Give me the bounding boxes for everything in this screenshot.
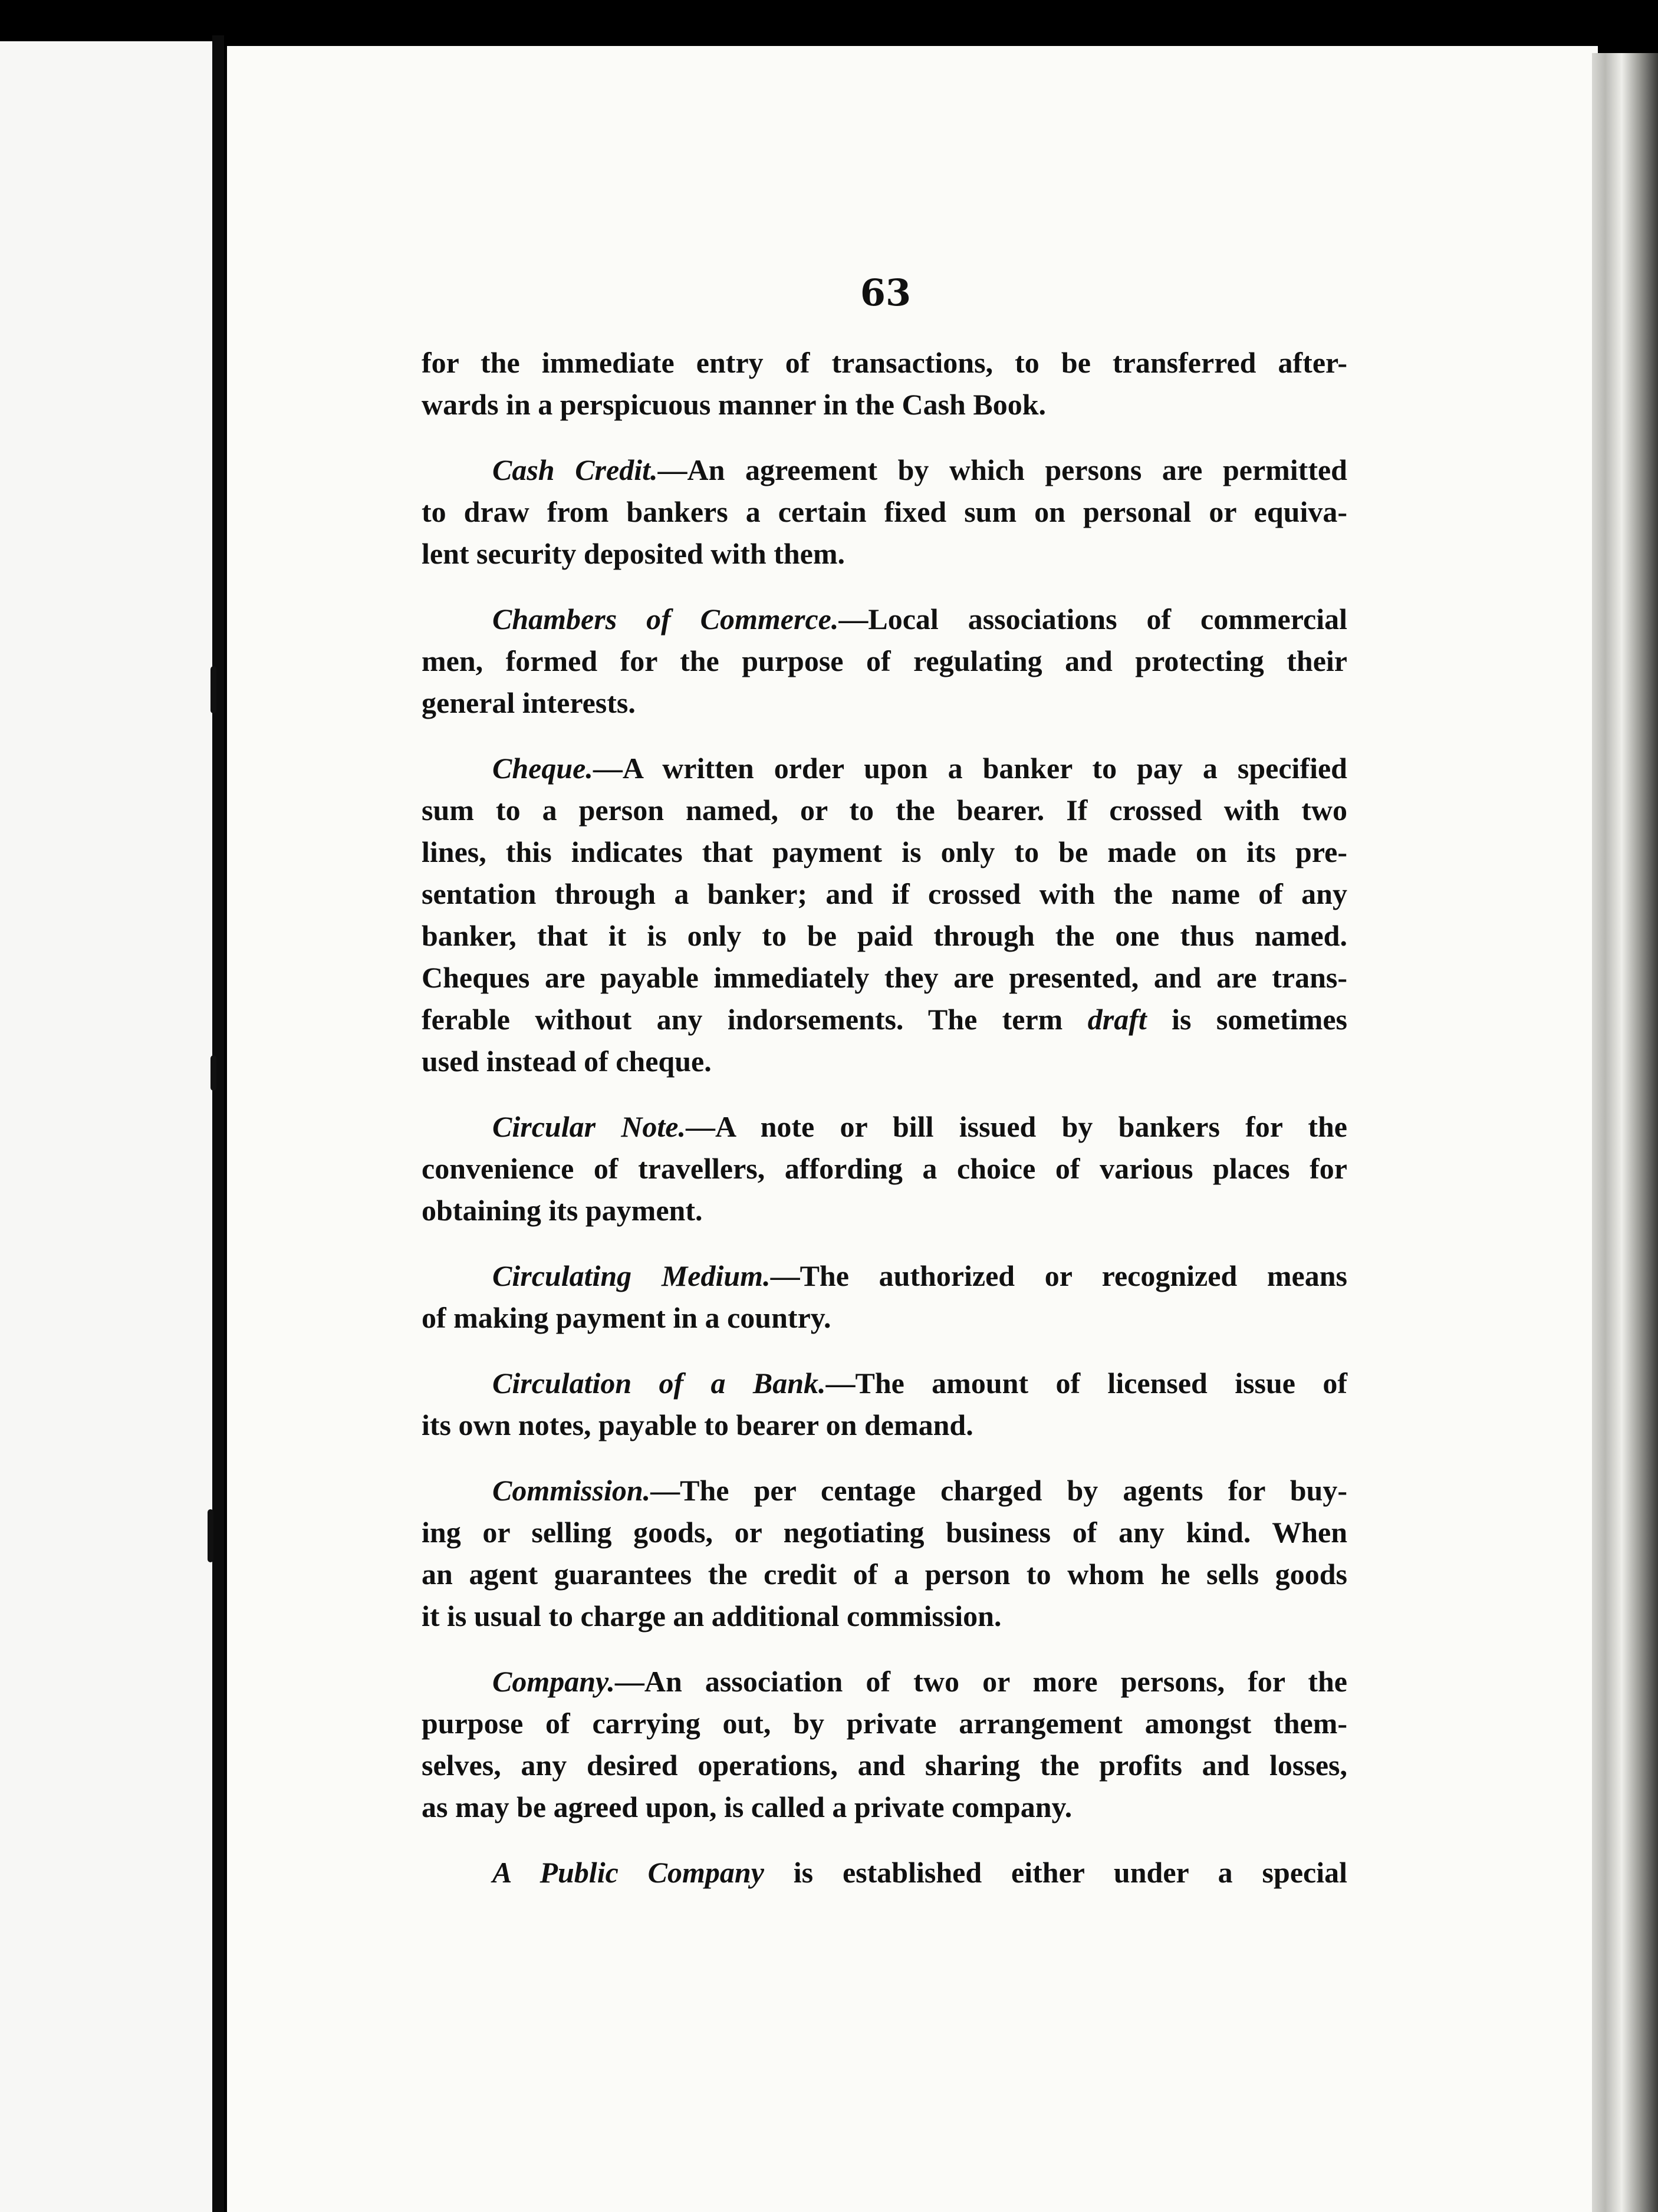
- entry-term: Circulation of a Bank.: [492, 1367, 826, 1400]
- entry-term: A Public Company: [492, 1856, 764, 1889]
- italic-word: draft: [1087, 1003, 1147, 1036]
- text-line: [422, 999, 1347, 1041]
- text-run: —The per centage charged by agents for buy-: [650, 1474, 1347, 1507]
- glossary-entry-cash-credit: [422, 449, 1347, 575]
- text-run: —The authorized or recognized means: [770, 1259, 1347, 1292]
- binding-thread-mark: [208, 1509, 213, 1562]
- text-run: —An agreement by which persons are permitted: [657, 453, 1347, 486]
- text-line: [422, 1470, 1347, 1512]
- text-line: its own notes, payable to bearer on demand.: [422, 1408, 973, 1441]
- page-number: 63: [860, 271, 912, 314]
- entry-term: Circular Note.: [492, 1110, 686, 1143]
- glossary-entry-circulation-of-a-bank: [422, 1362, 1347, 1446]
- text-run: —The amount of licensed issue of: [825, 1367, 1347, 1400]
- text-line: selves, any desired operations, and sharing the profits and losses,: [422, 1749, 1347, 1782]
- text-line: it is usual to charge an additional commission.: [422, 1599, 1002, 1632]
- left-facing-leaf: [0, 41, 218, 2212]
- entry-term: Cheque.: [492, 752, 593, 785]
- entry-term: Commission.: [492, 1474, 651, 1507]
- entry-term: Cash Credit.: [492, 453, 658, 486]
- page-edge-shadow: [1592, 53, 1658, 2212]
- text-line: [422, 1362, 1347, 1404]
- text-run: is sometimes: [1146, 1003, 1348, 1036]
- binding-gutter: [212, 35, 224, 2212]
- paragraph-continuation: [422, 342, 1347, 426]
- text-line: general interests.: [422, 686, 636, 719]
- glossary-entry-chambers-of-commerce: [422, 598, 1347, 724]
- text-line: sum to a person named, or to the bearer. If crossed with two: [422, 794, 1347, 827]
- text-line: purpose of carrying out, by private arrangement amongst them-: [422, 1707, 1347, 1740]
- text-run: —A note or bill issued by bankers for the: [685, 1110, 1347, 1143]
- text-line: used instead of cheque.: [422, 1045, 712, 1078]
- glossary-entry-circular-note: [422, 1106, 1347, 1232]
- text-line: [422, 1255, 1347, 1297]
- glossary-entry-cheque: [422, 748, 1347, 1082]
- text-line: of making payment in a country.: [422, 1301, 831, 1334]
- text-run: ferable without any indorsements. The term: [422, 1003, 1088, 1036]
- text-line: an agent guarantees the credit of a person to whom he sells goods: [422, 1558, 1347, 1591]
- text-line: as may be agreed upon, is called a private company.: [422, 1790, 1073, 1823]
- text-run: is established either under a special: [764, 1856, 1347, 1889]
- text-run: —An association of two or more persons, for the: [614, 1665, 1347, 1698]
- text-line: Cheques are payable immediately they are presented, and are trans-: [422, 961, 1347, 994]
- text-line: [422, 598, 1347, 640]
- glossary-entry-public-company: [422, 1852, 1347, 1894]
- text-line: lines, this indicates that payment is only to be made on its pre-: [422, 835, 1347, 868]
- text-line: men, formed for the purpose of regulating and protecting their: [422, 644, 1347, 677]
- text-line: banker, that it is only to be paid through the one thus named.: [422, 919, 1347, 952]
- text-line: lent security deposited with them.: [422, 537, 845, 570]
- text-run: —Local associations of commercial: [838, 603, 1348, 636]
- entry-term: Chambers of Commerce.: [492, 603, 839, 636]
- text-line: sentation through a banker; and if crossed with the name of any: [422, 877, 1347, 910]
- text-line: [422, 1106, 1347, 1148]
- text-line: [422, 1661, 1347, 1703]
- text-line: convenience of travellers, affording a choice of various places for: [422, 1152, 1347, 1185]
- text-line: obtaining its payment.: [422, 1194, 703, 1227]
- glossary-entry-circulating-medium: [422, 1255, 1347, 1339]
- text-line: for the immediate entry of transactions, to be transferred after-: [422, 346, 1347, 379]
- binding-thread-mark: [210, 666, 216, 713]
- entry-term: Circulating Medium.: [492, 1259, 771, 1292]
- text-line: [422, 748, 1347, 789]
- body-text: [422, 342, 1347, 1917]
- text-line: [422, 449, 1347, 491]
- text-run: —A written order upon a banker to pay a specified: [593, 752, 1347, 785]
- text-line: wards in a perspicuous manner in the Cash Book.: [422, 388, 1047, 421]
- text-line: [422, 1852, 1347, 1894]
- binding-thread-mark: [210, 1055, 216, 1091]
- text-line: ing or selling goods, or negotiating business of any kind. When: [422, 1516, 1347, 1549]
- entry-term: Company.: [492, 1665, 615, 1698]
- glossary-entry-commission: [422, 1470, 1347, 1637]
- text-line: to draw from bankers a certain fixed sum on personal or equiva-: [422, 495, 1347, 528]
- glossary-entry-company: [422, 1661, 1347, 1828]
